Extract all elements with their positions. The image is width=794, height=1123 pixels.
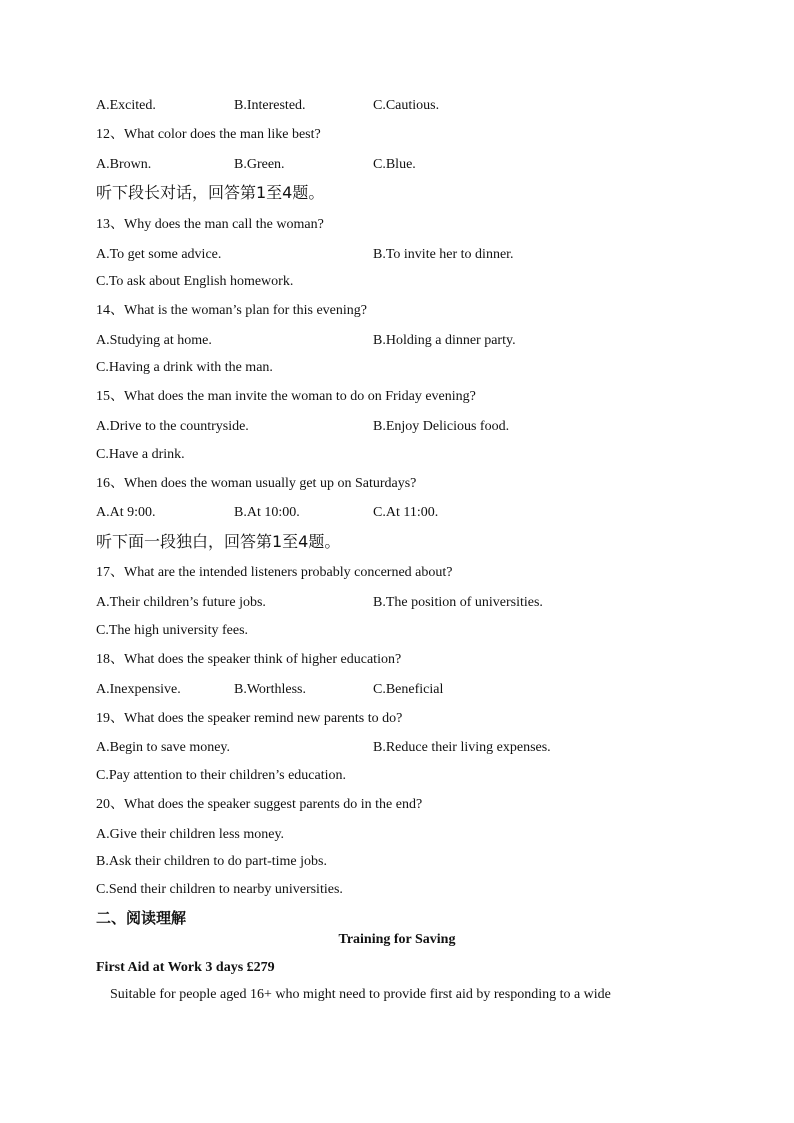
q19-option-a: A.Begin to save money.	[96, 740, 231, 755]
q18-option-b: B.Worthless.	[234, 682, 306, 697]
q20-option-c: C.Send their children to nearby universities.	[96, 882, 343, 897]
q14-question: 14、What is the woman’s plan for this evening?	[96, 303, 367, 318]
q15-question: 15、What does the man invite the woman to do on Friday evening?	[96, 389, 476, 404]
section-instruction-monologue: 听下面一段独白，回答第1至4题。	[96, 532, 341, 551]
q17-option-c: C.The high university fees.	[96, 623, 249, 638]
q17-option-a: A.Their children’s future jobs.	[96, 595, 266, 610]
q18-options	[0, 681, 700, 699]
q17-question: 17、What are the intended listeners probably concerned about?	[96, 565, 453, 580]
q12-options	[0, 156, 700, 174]
q18-option-c: C.Beneficial	[373, 682, 444, 697]
passage-title: Training for Saving	[338, 932, 456, 947]
section-heading-reading: 二、阅读理解	[96, 909, 187, 927]
q13-options-row1	[0, 246, 700, 264]
q18-option-a: A.Inexpensive.	[96, 682, 181, 697]
q16-option-a: A.At 9:00.	[96, 505, 156, 520]
q17-options-row1	[0, 594, 700, 612]
q15-options-row1	[0, 418, 700, 436]
q20-option-b: B.Ask their children to do part-time jobs.	[96, 854, 327, 869]
q11-option-b: B.Interested.	[234, 98, 306, 113]
q17-option-b: B.The position of universities.	[373, 595, 543, 610]
q14-option-b: B.Holding a dinner party.	[373, 333, 516, 348]
q15-option-a: A.Drive to the countryside.	[96, 419, 249, 434]
q13-option-c: C.To ask about English homework.	[96, 274, 294, 289]
q13-option-a: A.To get some advice.	[96, 247, 222, 262]
q19-option-c: C.Pay attention to their children’s education.	[96, 768, 346, 783]
q19-options-row1	[0, 739, 700, 757]
q12-option-c: C.Blue.	[373, 157, 416, 172]
q11-option-a: A.Excited.	[96, 98, 156, 113]
q12-option-b: B.Green.	[234, 157, 285, 172]
q19-option-b: B.Reduce their living expenses.	[373, 740, 551, 755]
q14-option-a: A.Studying at home.	[96, 333, 212, 348]
q20-question: 20、What does the speaker suggest parents do in the end?	[96, 797, 423, 812]
q11-options	[0, 97, 700, 115]
passage-subtitle: First Aid at Work 3 days £279	[96, 960, 275, 975]
q20-option-a: A.Give their children less money.	[96, 827, 285, 842]
q16-options	[0, 504, 700, 522]
passage-paragraph: Suitable for people aged 16+ who might need to provide first aid by responding to a wide	[110, 987, 611, 1002]
q14-option-c: C.Having a drink with the man.	[96, 360, 273, 375]
q18-question: 18、What does the speaker think of higher education?	[96, 652, 402, 667]
q16-option-c: C.At 11:00.	[373, 505, 439, 520]
q14-options-row1	[0, 332, 700, 350]
section-instruction-long-dialogue: 听下段长对话，回答第1至4题。	[96, 183, 325, 202]
q16-question: 16、When does the woman usually get up on Saturdays?	[96, 476, 417, 491]
q11-option-c: C.Cautious.	[373, 98, 440, 113]
q12-question: 12、What color does the man like best?	[96, 127, 321, 142]
q13-question: 13、Why does the man call the woman?	[96, 217, 324, 232]
q15-option-c: C.Have a drink.	[96, 447, 185, 462]
q15-option-b: B.Enjoy Delicious food.	[373, 419, 510, 434]
q13-option-b: B.To invite her to dinner.	[373, 247, 514, 262]
q16-option-b: B.At 10:00.	[234, 505, 300, 520]
q12-option-a: A.Brown.	[96, 157, 152, 172]
q19-question: 19、What does the speaker remind new parents to do?	[96, 711, 403, 726]
